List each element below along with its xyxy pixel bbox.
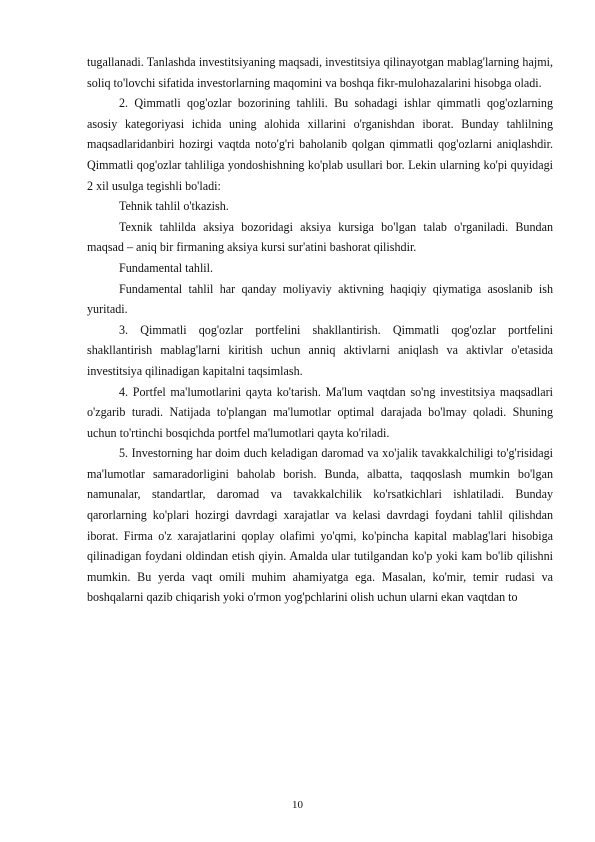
paragraph-portfolio-formation: 3. Qimmatli qog'ozlar portfelini shakllantirish. Qimmatli qog'ozlar portfelini shakllantirish mablag'larni kiritish uchun anniq aktivlarni aniqlash va aktivlar o'etasida investitsiya qilinadigan kapitalni taqsimlash. bbox=[87, 322, 553, 378]
paragraph-performance-evaluation: 5. Investorning har doim duch keladigan daromad va xo'jalik tavakkalchiligi to'g'risidagi ma'lumotlar samaradorligini baholab borish. Bunda, albatta, taqqoslash mumkin bo'lgan namunalar, standartlar, daromad va tavakkalchilik ko'rsatkichlari ishlatiladi. Bunday qarorlarning ko'plari hozirgi davrdagi xarajatlar va kelasi davrdagi foydani tahlil qilishdan iborat. Firma o'z xarajatlarini qoplay olafimi yo'qmi, ko'pincha kapital mablag'lari hisobiga qilinadigan foydani oldindan etish qiyin. Amalda ular tutilgandan ko'p yoki kam bo'lib qilishni mumkin. Bu yerda vaqt omili muhim ahamiyatga ega. Masalan, ko'mir, temir rudasi va boshqalarni qazib chiqarish yoki o'rmon yog'pchlarini olish uchun ularni ekan vaqtdan to bbox=[87, 446, 553, 605]
paragraph-securities-market-analysis: 2. Qimmatli qog'ozlar bozorining tahlili. Bu sohadagi ishlar qimmatli qog'ozlarning asosiy kategoriyasi ichida uning alohida xillarini o'rganishdan iborat. Bunday tahlilning maqsadlaridanbiri hozirgi vaqtda noto'g'ri baholanib qolgan qimmatli qog'ozlarni aniqlashdir. Qimmatli qog'ozlar tahliliga yondoshishning ko'plab usullari bor. Lekin ularning ko'pi quyidagi 2 xil usulga tegishli bo'ladi: bbox=[87, 96, 553, 193]
paragraph-continuation: tugallanadi. Tanlashda investitsiyaning maqsadi, investitsiya qilinayotgan mablag'larning hajmi, soliq to'lovchi sifatida investorlarning maqomini va boshqa fikr-mulohazalarini hisobga oladi. bbox=[87, 55, 553, 90]
paragraph-technical-analysis: Texnik tahlilda aksiya bozoridagi aksiya kursiga bo'lgan talab o'rganiladi. Bundan maqsad – aniq bir firmaning aksiya kursi sur'atini bashorat qilishdir. bbox=[87, 219, 553, 255]
paragraph-technical-analysis-heading: Tehnik tahlil o'tkazish. bbox=[119, 199, 229, 214]
paragraph-fundamental-analysis-heading: Fundamental tahlil. bbox=[119, 260, 214, 275]
paragraph-fundamental-analysis: Fundamental tahlil har qanday moliyaviy aktivning haqiqiy qiymatiga asoslanib ish yuritadi. bbox=[87, 281, 553, 317]
page-number: 10 bbox=[292, 799, 303, 811]
paragraph-portfolio-revision: 4. Portfel ma'lumotlarini qayta ko'tarish. Ma'lum vaqtdan so'ng investitsiya maqsadlari o'zgarib turadi. Natijada to'plangan ma'lumotlar optimal darajada bo'lmay qoladi. Shuning uchun to'rtinchi bosqichda portfel ma'lumotlari qayta ko'riladi. bbox=[87, 384, 553, 440]
body-text bbox=[87, 52, 553, 608]
